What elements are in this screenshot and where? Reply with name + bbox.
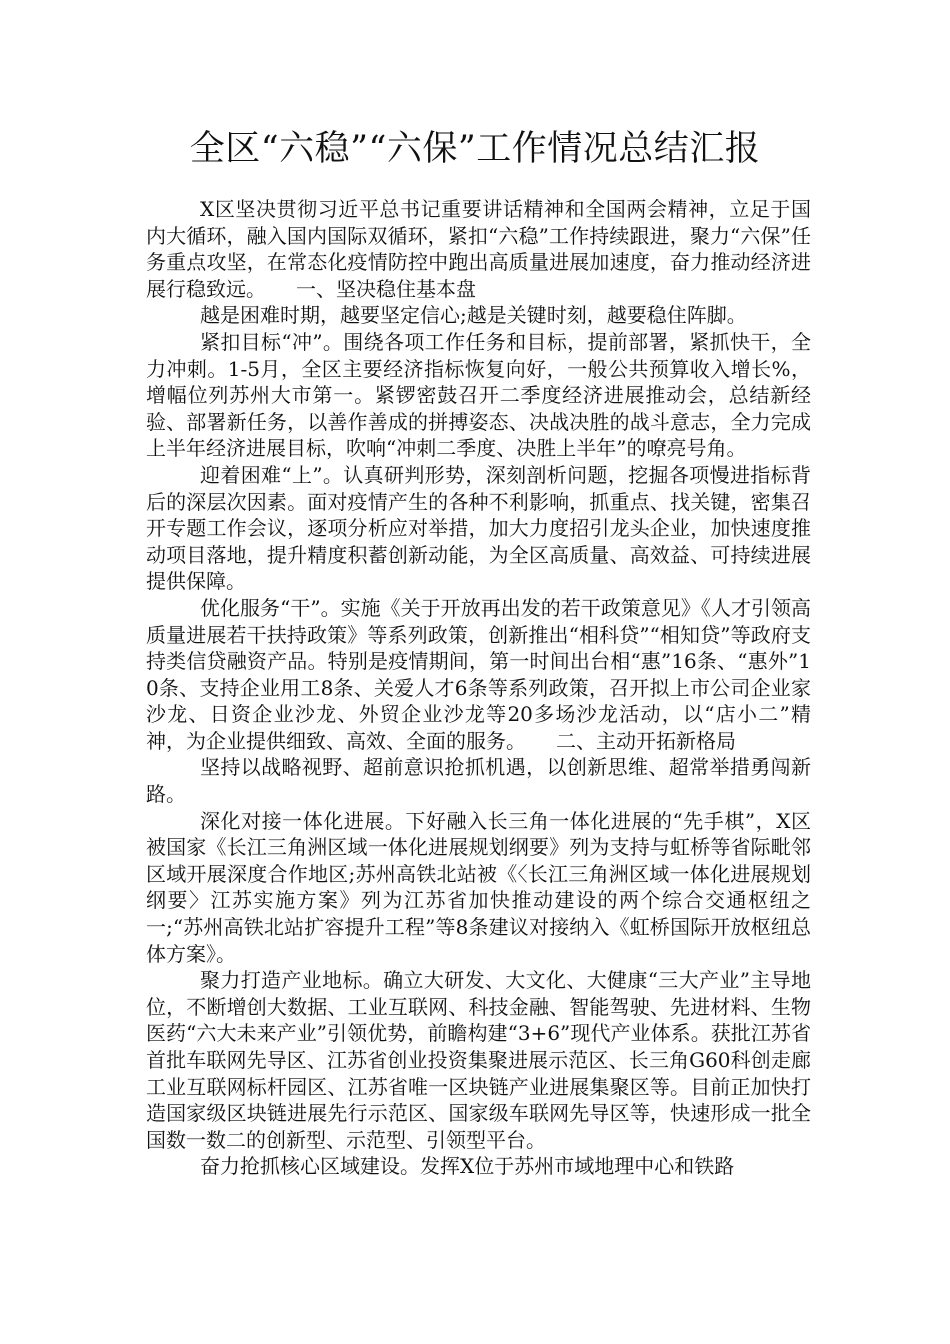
paragraph-difficulty: 迎着困难“上”。认真研判形势，深刻剖析问题，挖掘各项慢进指标背后的深层次因素。面对疫情产生的各种不利影响，抓重点、找关键，密集召开专题工作会议，逐项分析应对举措，加大力度招引龙头企业，加快速度推动项目落地，提升精度积蓄创新动能，为全区高质量、高效益、可持续进展提供保障。 <box>146 462 811 594</box>
document-body <box>146 196 811 1180</box>
paragraph-confidence: 越是困难时期，越要坚定信心;越是关键时刻，越要稳住阵脚。 <box>200 303 747 328</box>
document-title: 全区“六稳”“六保”工作情况总结汇报 <box>189 129 761 169</box>
paragraph-strategy: 坚持以战略视野、超前意识抢抓机遇，以创新思维、超常举措勇闯新路。 <box>146 755 811 807</box>
paragraph-core-area: 奋力抢抓核心区域建设。发挥X位于苏州市域地理中心和铁路 <box>200 1154 735 1179</box>
paragraph-integration: 深化对接一体化进展。下好融入长三角一体化进展的“先手棋”，X区被国家《长江三角洲区域一体化进展规划纲要》列为支持与虹桥等省际毗邻区域开展深度合作地区;苏州高铁北站被《〈长江三角洲区域一体化进展规划纲要〉江苏实施方案》列为江苏省加快推动建设的两个综合交通枢纽之一;“苏州高铁北站扩容提升工程”等8条建议对接纳入《虹桥国际开放枢纽总体方案》。 <box>146 808 811 966</box>
paragraph-target: 紧扣目标“冲”。围绕各项工作任务和目标，提前部署，紧抓快干，全力冲刺。1-5月，全区主要经济指标恢复向好，一般公共预算收入增长%，增幅位列苏州大市第一。紧锣密鼓召开二季度经济进展推动会，总结新经验、部署新任务，以善作善成的拼搏姿态、决战决胜的战斗意志，全力完成上半年经济进展目标，吹响“冲刺二季度、决胜上半年”的嘹亮号角。 <box>146 329 811 461</box>
paragraph-industry: 聚力打造产业地标。确立大研发、大文化、大健康“三大产业”主导地位，不断增创大数据、工业互联网、科技金融、智能驾驶、先进材料、生物医药“六大未来产业”引领优势，前瞻构建“3+6”现代产业体系。获批江苏省首批车联网先导区、江苏省创业投资集聚进展示范区、长三角G60科创走廊工业互联网标杆园区、江苏省唯一区块链产业进展集聚区等。目前正加快打造国家级区块链进展先行示范区、国家级车联网先导区等，快速形成一批全国数一数二的创新型、示范型、引领型平台。 <box>146 968 811 1152</box>
paragraph-intro: X区坚决贯彻习近平总书记重要讲话精神和全国两会精神，立足于国内大循环，融入国内国际双循环，紧扣“六稳”工作持续跟进，聚力“六保”任务重点攻坚，在常态化疫情防控中跑出高质量进展加速度，奋力推动经济进展行稳致远。 一、坚决稳住基本盘 <box>146 197 811 301</box>
paragraph-service: 优化服务“干”。实施《关于开放再出发的若干政策意见》《人才引领高质量进展若干扶持政策》等系列政策，创新推出“相科贷”“相知贷”等政府支持类信贷融资产品。特别是疫情期间，第一时间出台相“惠”16条、“惠外”10条、支持企业用工8条、关爱人才6条等系列政策，召开拟上市公司企业家沙龙、日资企业沙龙、外贸企业沙龙等20多场沙龙活动，以“店小二”精神，为企业提供细致、高效、全面的服务。 二、主动开拓新格局 <box>146 595 811 753</box>
